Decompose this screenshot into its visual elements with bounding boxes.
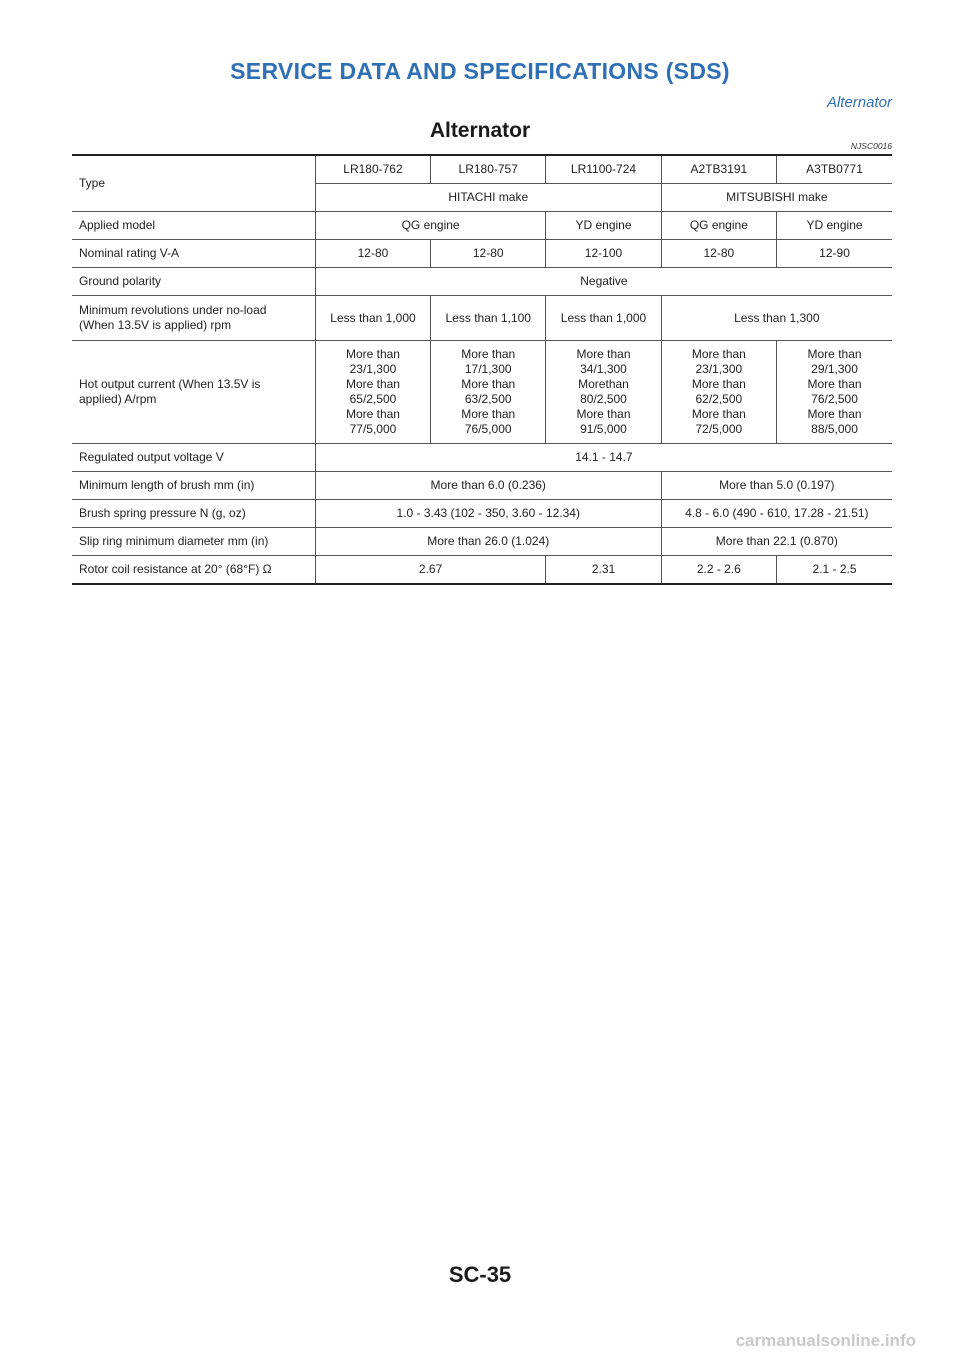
type-cell: LR1100-724 <box>546 155 661 184</box>
label-line: Hot output current (When 13.5V is <box>79 377 261 391</box>
row-label-brush-pressure: Brush spring pressure N (g, oz) <box>72 500 315 528</box>
make-cell-mitsubishi: MITSUBISHI make <box>661 184 892 212</box>
min-revolutions-cell: Less than 1,300 <box>661 296 892 341</box>
slip-ring-cell: More than 26.0 (1.024) <box>315 528 661 556</box>
brush-length-cell: More than 6.0 (0.236) <box>315 472 661 500</box>
row-label-slip-ring: Slip ring minimum diameter mm (in) <box>72 528 315 556</box>
label-line: applied) A/rpm <box>79 392 157 406</box>
regulated-voltage-cell: 14.1 - 14.7 <box>315 444 892 472</box>
ground-polarity-cell: Negative <box>315 268 892 296</box>
page-header-subtitle: Alternator <box>826 94 892 111</box>
table-row-brush-pressure <box>72 500 892 528</box>
type-cell: LR180-762 <box>315 155 430 184</box>
applied-model-cell: QG engine <box>315 212 546 240</box>
nominal-rating-cell: 12-80 <box>431 240 546 268</box>
hot-output-cell: More than 29/1,300 More than 76/2,500 More than 88/5,000 <box>777 341 892 444</box>
table-row-rotor-resistance <box>72 556 892 585</box>
table-row-hot-output <box>72 341 892 444</box>
row-label-rotor-resistance: Rotor coil resistance at 20° (68°F) Ω <box>72 556 315 585</box>
min-revolutions-cell: Less than 1,000 <box>315 296 430 341</box>
page-number: SC-35 <box>448 1262 512 1287</box>
nominal-rating-cell: 12-90 <box>777 240 892 268</box>
rotor-resistance-cell: 2.1 - 2.5 <box>777 556 892 585</box>
row-label-applied-model: Applied model <box>72 212 315 240</box>
type-cell: A3TB0771 <box>777 155 892 184</box>
page-header-title: SERVICE DATA AND SPECIFICATIONS (SDS) <box>230 58 730 84</box>
row-label-nominal-rating: Nominal rating V-A <box>72 240 315 268</box>
table-row-regulated-voltage <box>72 444 892 472</box>
table-row-applied-model <box>72 212 892 240</box>
applied-model-cell: YD engine <box>777 212 892 240</box>
rotor-resistance-cell: 2.2 - 2.6 <box>661 556 776 585</box>
nominal-rating-cell: 12-80 <box>315 240 430 268</box>
row-label-hot-output <box>72 341 315 444</box>
table-row-slip-ring <box>72 528 892 556</box>
row-label-ground-polarity: Ground polarity <box>72 268 315 296</box>
row-label-regulated-voltage: Regulated output voltage V <box>72 444 315 472</box>
table-row-nominal-rating <box>72 240 892 268</box>
brush-pressure-cell: 1.0 - 3.43 (102 - 350, 3.60 - 12.34) <box>315 500 661 528</box>
section-title: Alternator <box>429 119 531 142</box>
slip-ring-cell: More than 22.1 (0.870) <box>661 528 892 556</box>
hot-output-cell: More than 23/1,300 More than 62/2,500 More than 72/5,000 <box>661 341 776 444</box>
row-label-type: Type <box>79 176 106 190</box>
row-label-brush-length: Minimum length of brush mm (in) <box>72 472 315 500</box>
hot-output-cell: More than 34/1,300 Morethan 80/2,500 More than 91/5,000 <box>546 341 661 444</box>
table-row-ground-polarity <box>72 268 892 296</box>
table-row-type <box>72 155 892 184</box>
hot-output-cell: More than 23/1,300 More than 65/2,500 More than 77/5,000 <box>315 341 430 444</box>
table-row-min-revolutions <box>72 296 892 341</box>
make-cell-hitachi: HITACHI make <box>315 184 661 212</box>
row-label-min-revolutions <box>72 296 315 341</box>
hot-output-cell: More than 17/1,300 More than 63/2,500 More than 76/5,000 <box>431 341 546 444</box>
section-code: NJSC0016 <box>850 141 892 151</box>
label-line: (When 13.5V is applied) rpm <box>79 318 232 332</box>
watermark-text: carmanualsonline.info <box>735 1331 916 1350</box>
min-revolutions-cell: Less than 1,100 <box>431 296 546 341</box>
nominal-rating-cell: 12-80 <box>661 240 776 268</box>
rotor-resistance-cell: 2.67 <box>315 556 546 585</box>
type-cell: LR180-757 <box>431 155 546 184</box>
table-row-brush-length <box>72 472 892 500</box>
rotor-resistance-cell: 2.31 <box>546 556 661 585</box>
brush-length-cell: More than 5.0 (0.197) <box>661 472 892 500</box>
label-line: Minimum revolutions under no-load <box>79 303 267 317</box>
applied-model-cell: YD engine <box>546 212 661 240</box>
nominal-rating-cell: 12-100 <box>546 240 661 268</box>
applied-model-cell: QG engine <box>661 212 776 240</box>
min-revolutions-cell: Less than 1,000 <box>546 296 661 341</box>
brush-pressure-cell: 4.8 - 6.0 (490 - 610, 17.28 - 21.51) <box>661 500 892 528</box>
alternator-spec-table <box>72 154 892 585</box>
type-cell: A2TB3191 <box>661 155 776 184</box>
